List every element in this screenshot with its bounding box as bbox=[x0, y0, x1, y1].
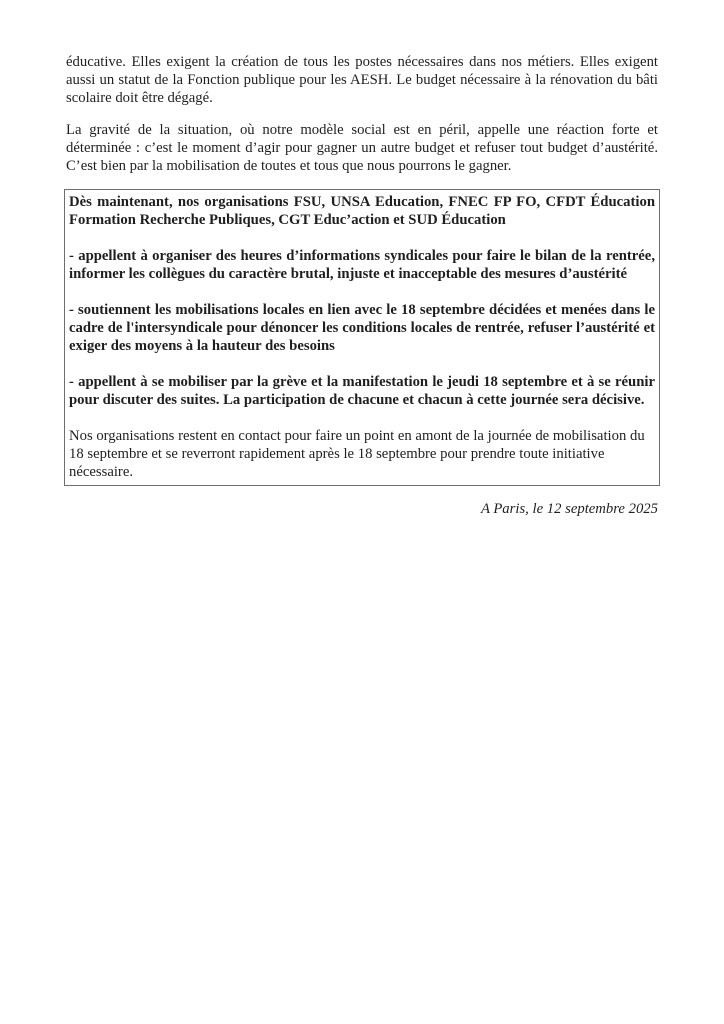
box-bullet-greve-manifestation: - appellent à se mobiliser par la grève et la manifestation le jeudi 18 septembre et à se réunir pour discuter des suites. La participation de chacune et chacun à cette journée sera décisive. bbox=[69, 374, 655, 408]
paragraph-gravity-situation: La gravité de la situation, où notre modèle social est en péril, appelle une réaction forte et déterminée : c’est le moment d’agir pour gagner un autre budget et refuser tout budget d’austérité. C’est bien par la mobilisation de toutes et tous que nous pourrons le gagner. bbox=[66, 122, 658, 174]
box-intro-organisations: Dès maintenant, nos organisations FSU, UNSA Education, FNEC FP FO, CFDT Éducation Formation Recherche Publiques, CGT Educ’action et SUD Éducation bbox=[69, 194, 655, 228]
box-closing-contact: Nos organisations restent en contact pour faire un point en amont de la journée de mobilisation du 18 septembre et se reverront rapidement après le 18 septembre pour prendre toute initiative nécessaire. bbox=[69, 428, 645, 480]
paragraph-continuation: éducative. Elles exigent la création de tous les postes nécessaires dans nos métiers. Elles exigent aussi un statut de la Fonction publique pour les AESH. Le budget nécessaire à la rénovation du bâti scolaire doit être dégagé. bbox=[66, 54, 658, 106]
box-bullet-heures-informations: - appellent à organiser des heures d’informations syndicales pour faire le bilan de la rentrée, informer les collègues du caractère brutal, injuste et inacceptable des mesures d’austérité bbox=[69, 248, 655, 282]
box-bullet-mobilisations-locales: - soutiennent les mobilisations locales en lien avec le 18 septembre décidées et menées dans le cadre de l'intersyndicale pour dénoncer les conditions locales de rentrée, refuser l’austérité et exiger des moyens à la hauteur des besoins bbox=[69, 302, 655, 354]
communique-box bbox=[64, 189, 660, 486]
dateline: A Paris, le 12 septembre 2025 bbox=[480, 501, 658, 517]
